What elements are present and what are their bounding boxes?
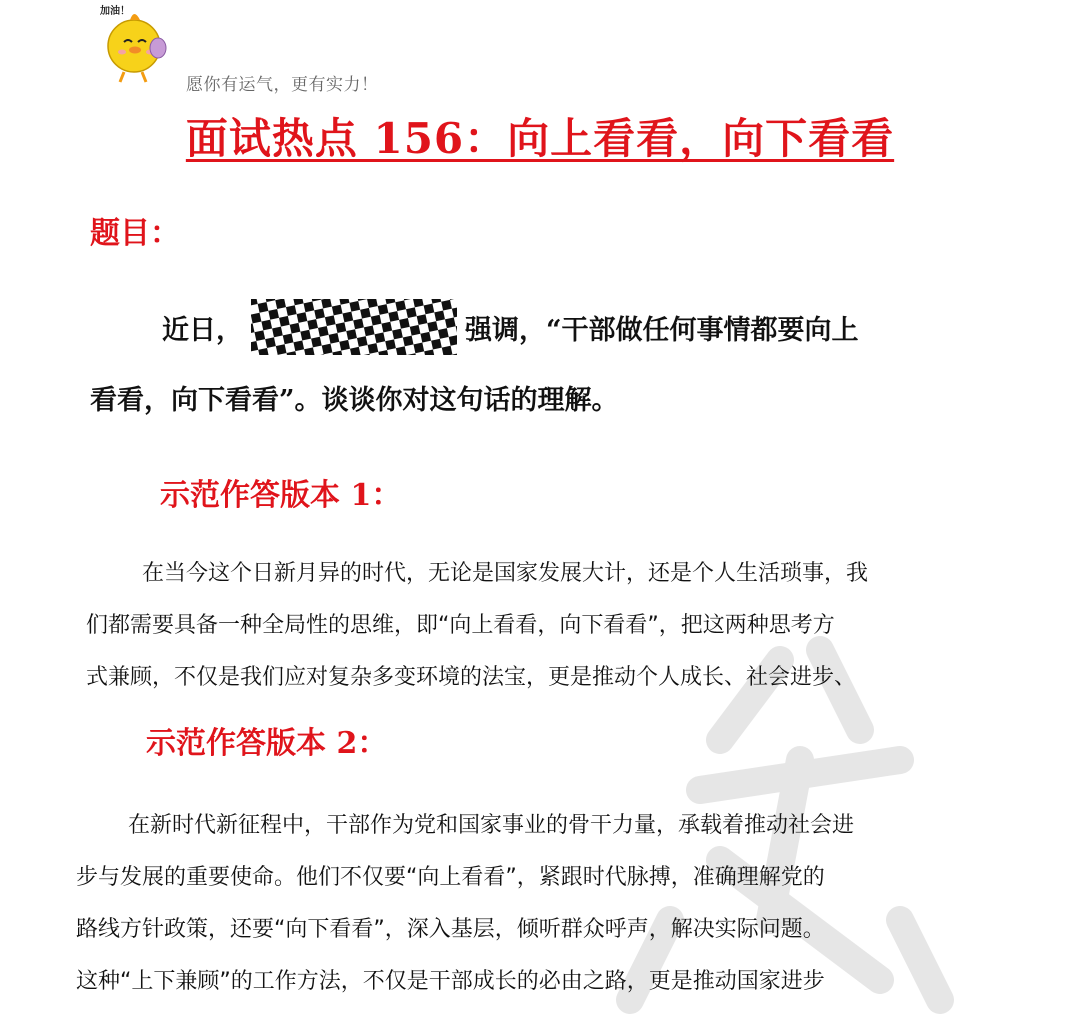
page-title-text: 面试热点 156：向上看看，向下看看 (185, 114, 895, 163)
motto-text: 愿你有运气，更有实力！ (186, 75, 379, 95)
version1-label: 示范作答版本 1： (160, 478, 402, 513)
paragraph-line: 们都需要具备一种全局性的思维，即“向上看看，向下看看”，把这两种思考方 (86, 613, 835, 638)
paragraph-line: 步与发展的重要使命。他们不仅要“向上看看”，紧跟时代脉搏，准确理解党的 (76, 865, 825, 890)
chick-caption: 加油！ (100, 6, 130, 17)
version2-paragraph (76, 800, 996, 1008)
question-line1-after: 强调，“干部做任何事情都要向上 (465, 315, 859, 346)
version1-paragraph (86, 548, 996, 704)
question-label: 题目： (90, 216, 180, 251)
paragraph-line: 在当今这个日新月异的时代，无论是国家发展大计，还是个人生活琐事，我 (142, 561, 869, 586)
question-line1-before: 近日， (162, 315, 243, 346)
paragraph-line: 在新时代新征程中，干部作为党和国家事业的骨干力量，承载着推动社会进 (128, 813, 855, 838)
version2-label: 示范作答版本 2： (146, 726, 388, 761)
redaction-checker (247, 297, 461, 357)
question-text (90, 296, 990, 436)
question-line2: 看看，向下看看”。谈谈你对这句话的理解。 (90, 385, 619, 416)
paragraph-line: 这种“上下兼顾”的工作方法，不仅是干部成长的必由之路，更是推动国家进步 (76, 969, 825, 994)
paragraph-line: 路线方针政策，还要“向下看看”，深入基层，倾听群众呼声，解决实际问题。 (76, 917, 825, 942)
page-title (0, 106, 1080, 166)
paragraph-line: 式兼顾，不仅是我们应对复杂多变环境的法宝，更是推动个人成长、社会进步、 (86, 665, 857, 690)
